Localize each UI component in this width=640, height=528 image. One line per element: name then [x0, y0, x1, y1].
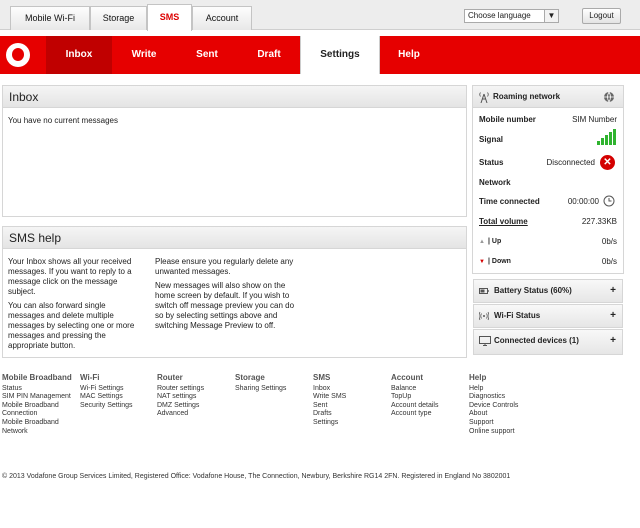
- footer-heading: Wi-Fi: [80, 373, 100, 382]
- footer-column-account: [391, 374, 467, 419]
- up-label-text: Up: [491, 238, 502, 245]
- roaming-network-title: Roaming network: [493, 92, 561, 101]
- footer-column-storage: [235, 374, 311, 393]
- wifi-status-accordion[interactable]: [473, 304, 623, 328]
- tab-inbox[interactable]: Inbox: [46, 36, 112, 74]
- total-volume-link[interactable]: Total volume: [479, 217, 528, 226]
- footer-link[interactable]: Help: [469, 384, 484, 392]
- footer-link[interactable]: DMZ Settings: [157, 401, 200, 409]
- top-tab-mobile-wifi[interactable]: Mobile Wi-Fi: [10, 6, 90, 30]
- top-tab-account[interactable]: Account: [192, 6, 252, 30]
- footer-heading: SMS: [313, 373, 331, 382]
- time-connected-label: Time connected: [479, 197, 540, 206]
- help-paragraph: You can also forward single messages and delete multiple messages by selecting one or more messages and pressing the appropriate button.: [8, 301, 135, 350]
- top-tab-sms[interactable]: SMS: [147, 4, 192, 31]
- footer-link[interactable]: Status: [2, 384, 22, 392]
- connected-devices-accordion[interactable]: [473, 329, 623, 355]
- signal-bar: [597, 141, 600, 145]
- sms-help-panel: [2, 226, 467, 358]
- up-value: 0b/s: [601, 237, 617, 246]
- top-tab-storage[interactable]: Storage: [90, 6, 147, 30]
- down-arrow-icon: ▼: [479, 259, 485, 265]
- footer-link[interactable]: Support: [469, 418, 494, 426]
- footer-link[interactable]: Balance: [391, 384, 417, 392]
- footer-link[interactable]: Sent: [313, 401, 328, 409]
- mobile-number-label: Mobile number: [479, 115, 536, 124]
- tab-write[interactable]: Write: [131, 49, 157, 60]
- clock-icon: [603, 195, 615, 207]
- down-value: 0b/s: [601, 257, 617, 266]
- footer-link[interactable]: Inbox: [313, 384, 331, 392]
- tab-draft[interactable]: Draft: [257, 49, 281, 60]
- expand-icon: +: [610, 335, 616, 346]
- signal-label: Signal: [479, 135, 504, 144]
- status-value: Disconnected: [546, 158, 595, 167]
- mobile-number-value: SIM Number: [572, 115, 617, 124]
- vodafone-logo[interactable]: [6, 43, 30, 67]
- language-select-value: Choose language: [468, 11, 531, 20]
- tab-help[interactable]: Help: [398, 49, 420, 60]
- footer-column-mobile-broadband: [2, 374, 78, 436]
- footer-heading: Mobile Broadband: [2, 373, 72, 382]
- footer-link[interactable]: SIM PIN Management: [2, 393, 71, 401]
- footer-column-router: [157, 374, 233, 419]
- footer-heading: Account: [391, 373, 423, 382]
- footer-link[interactable]: Mobile Broadband Network: [2, 418, 59, 435]
- antenna-icon: [478, 91, 490, 103]
- footer-heading: Storage: [235, 373, 265, 382]
- help-paragraph: New messages will also show on the home screen by default. If you wish to switch off message preview you can do so by selecting settings above and switching Message Preview to off.: [155, 281, 295, 330]
- tab-sent[interactable]: Sent: [196, 49, 218, 60]
- footer-column-sms: [313, 374, 389, 428]
- status-panel: [472, 85, 624, 274]
- inbox-panel: [2, 85, 467, 217]
- disconnected-icon: ✕: [600, 155, 615, 170]
- footer-link[interactable]: Online support: [469, 427, 515, 435]
- footer-link[interactable]: Settings: [313, 418, 339, 426]
- footer-link[interactable]: Diagnostics: [469, 393, 506, 401]
- sms-help-title: SMS help: [3, 227, 466, 249]
- footer-heading: Router: [157, 373, 183, 382]
- wifi-icon: [479, 311, 489, 321]
- footer-link[interactable]: Advanced: [157, 410, 189, 418]
- footer-link[interactable]: Write SMS: [313, 393, 347, 401]
- footer-link[interactable]: Security Settings: [80, 401, 133, 409]
- battery-status-label: Battery Status (60%): [494, 286, 572, 295]
- footer-link[interactable]: Wi-Fi Settings: [80, 384, 124, 392]
- tab-settings[interactable]: Settings: [300, 36, 380, 74]
- connected-devices-label: Connected devices (1): [494, 336, 579, 345]
- footer-link[interactable]: Sharing Settings: [235, 384, 287, 392]
- footer-link[interactable]: TopUp: [391, 393, 412, 401]
- footer-link[interactable]: Account type: [391, 410, 432, 418]
- footer-column-wifi: [80, 374, 155, 410]
- footer-link[interactable]: Router settings: [157, 384, 205, 392]
- inbox-empty-text: You have no current messages: [8, 116, 118, 125]
- signal-bar: [605, 135, 608, 145]
- footer-heading: Help: [469, 373, 487, 382]
- time-connected-value: 00:00:00: [567, 197, 599, 206]
- language-select[interactable]: [464, 9, 559, 23]
- up-arrow-icon: ▲: [479, 239, 485, 245]
- globe-icon[interactable]: [603, 91, 615, 103]
- monitor-icon: [479, 336, 491, 346]
- expand-icon: +: [610, 310, 616, 321]
- signal-strength-icon: [597, 129, 619, 145]
- down-label: | Down: [488, 258, 511, 265]
- footer-column-help: [469, 374, 549, 436]
- network-label: Network: [479, 178, 511, 187]
- footer-link[interactable]: About: [469, 410, 488, 418]
- help-paragraph: Your Inbox shows all your received messages. If you want to reply to a message click on the message subject.: [8, 257, 132, 296]
- wifi-status-label: Wi-Fi Status: [494, 311, 541, 320]
- footer-link[interactable]: MAC Settings: [80, 393, 123, 401]
- status-label: Status: [479, 158, 504, 167]
- roaming-network-header: [473, 86, 623, 108]
- expand-icon: +: [610, 285, 616, 296]
- chevron-down-icon: ▼: [544, 10, 558, 22]
- inbox-title: Inbox: [3, 86, 466, 108]
- logout-button[interactable]: Logout: [582, 8, 621, 24]
- battery-status-accordion[interactable]: [473, 279, 623, 303]
- footer-link[interactable]: NAT settings: [157, 393, 197, 401]
- up-label: | Up: [488, 238, 502, 245]
- footer-link[interactable]: Account details: [391, 401, 439, 409]
- footer-link[interactable]: Device Controls: [469, 401, 519, 409]
- battery-icon: [479, 286, 489, 296]
- signal-bar: [609, 132, 612, 145]
- help-paragraph: Please ensure you regularly delete any unwanted messages.: [155, 257, 294, 276]
- signal-bar: [613, 129, 616, 145]
- total-volume-value: 227.33KB: [581, 217, 617, 226]
- footer-link[interactable]: Drafts: [313, 410, 332, 418]
- copyright-text: © 2013 Vodafone Group Services Limited, Registered Office: Vodafone House, The Connection, Newbury, Berkshire RG14 2FN. Registered in England No 3802001: [2, 473, 511, 480]
- footer-link[interactable]: Mobile Broadband Connection: [2, 401, 59, 418]
- signal-bar: [601, 138, 604, 145]
- down-label-text: Down: [491, 258, 511, 265]
